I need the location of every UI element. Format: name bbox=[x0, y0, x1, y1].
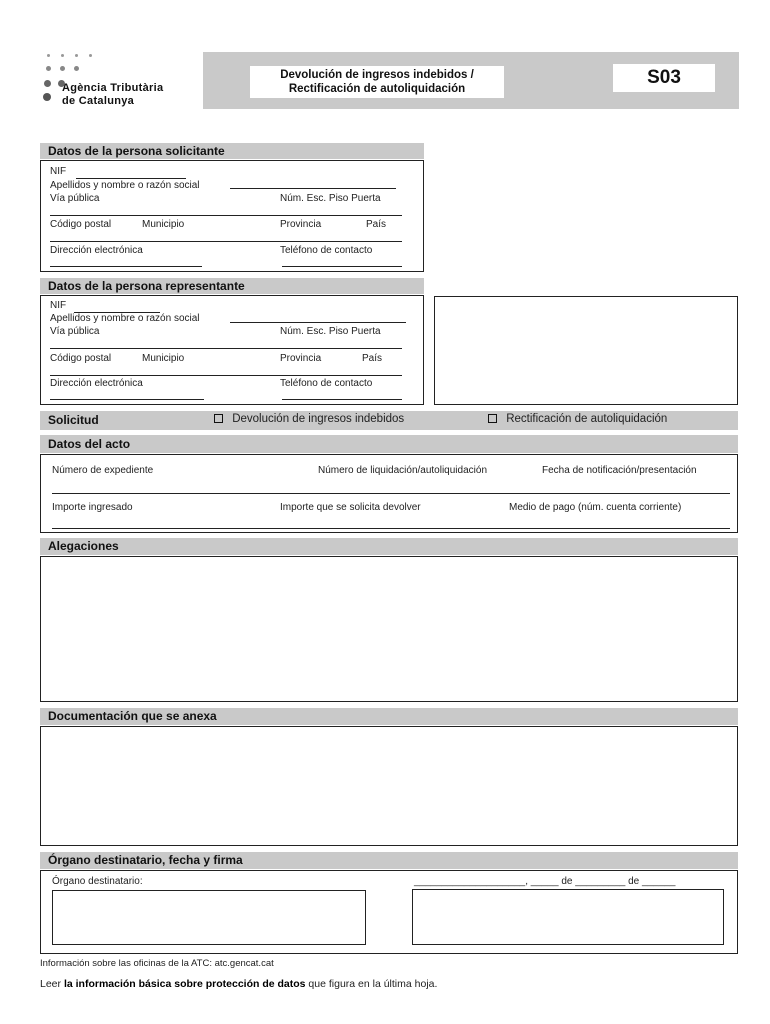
acto-importe-devolver-label: Importe que se solicita devolver bbox=[280, 502, 421, 513]
solicitante-nombre-label: Apellidos y nombre o razón social bbox=[50, 180, 200, 191]
footer-info: Información sobre las oficinas de la ATC: atc.gencat.cat bbox=[40, 958, 274, 969]
solicitante-cp-label: Código postal bbox=[50, 219, 112, 230]
solicitante-num-label: Núm. Esc. Piso Puerta bbox=[280, 193, 381, 204]
option-devolucion-label: Devolución de ingresos indebidos bbox=[232, 413, 405, 425]
option-devolucion[interactable] bbox=[214, 413, 404, 425]
data-protection-link[interactable]: la información básica sobre protección de datos bbox=[63, 978, 306, 990]
representante-municipio-label: Municipio bbox=[142, 353, 185, 364]
organo-label: Órgano destinatario: bbox=[52, 876, 143, 887]
form-code: S03 bbox=[613, 64, 715, 92]
solicitante-nif-field[interactable] bbox=[76, 178, 186, 179]
section-solicitud-heading: Solicitud bbox=[48, 413, 99, 427]
solicitante-municipio-label: Municipio bbox=[142, 219, 185, 230]
solicitante-nombre-field[interactable] bbox=[230, 188, 396, 189]
section-alegaciones-heading: Alegaciones bbox=[40, 538, 738, 555]
form-title bbox=[250, 66, 504, 98]
representante-telefono-field[interactable] bbox=[282, 399, 402, 400]
representante-pais-label: País bbox=[362, 353, 383, 364]
section-representante-heading: Datos de la persona representante bbox=[40, 278, 424, 294]
form-title-line1: Devolución de ingresos indebidos / bbox=[280, 69, 474, 81]
representante-stamp-box[interactable] bbox=[434, 296, 738, 405]
representante-cp-label: Código postal bbox=[50, 353, 112, 364]
option-rectificacion[interactable] bbox=[488, 413, 667, 425]
section-documentacion-heading: Documentación que se anexa bbox=[40, 708, 738, 725]
representante-nombre-label: Apellidos y nombre o razón social bbox=[50, 313, 200, 324]
acto-expediente-label: Número de expediente bbox=[52, 465, 154, 476]
org-name-line2: de Catalunya bbox=[62, 95, 135, 107]
representante-telefono-label: Teléfono de contacto bbox=[280, 378, 373, 389]
section-acto-heading: Datos del acto bbox=[40, 435, 738, 453]
acto-row1-field[interactable] bbox=[52, 493, 730, 494]
representante-email-label: Dirección electrónica bbox=[50, 378, 143, 389]
form-title-line2: Rectificación de autoliquidación bbox=[288, 83, 466, 95]
signature-box[interactable] bbox=[412, 889, 724, 945]
footer-data-protection bbox=[40, 978, 437, 990]
option-rectificacion-label: Rectificación de autoliquidación bbox=[506, 413, 668, 425]
solicitante-provincia-label: Provincia bbox=[280, 219, 322, 230]
solicitante-email-label: Dirección electrónica bbox=[50, 245, 143, 256]
section-organo-heading: Órgano destinatario, fecha y firma bbox=[40, 852, 738, 869]
representante-via-field[interactable] bbox=[50, 348, 402, 349]
solicitante-cp-field[interactable] bbox=[50, 241, 402, 242]
representante-provincia-label: Provincia bbox=[280, 353, 322, 364]
footer-read-pre: Leer bbox=[40, 978, 64, 990]
solicitante-via-field[interactable] bbox=[50, 215, 402, 216]
org-name-line1: Agència Tributària bbox=[62, 82, 164, 94]
acto-row2-field[interactable] bbox=[52, 528, 730, 529]
solicitante-telefono-field[interactable] bbox=[282, 266, 402, 267]
section-solicitante-heading: Datos de la persona solicitante bbox=[40, 143, 424, 159]
acto-liquidacion-label: Número de liquidación/autoliquidación bbox=[318, 465, 487, 476]
organo-destinatario-field[interactable] bbox=[52, 890, 366, 945]
acto-importe-ingresado-label: Importe ingresado bbox=[52, 502, 133, 513]
representante-nombre-field[interactable] bbox=[230, 322, 406, 323]
representante-email-field[interactable] bbox=[50, 399, 204, 400]
representante-cp-field[interactable] bbox=[50, 375, 402, 376]
representante-num-label: Núm. Esc. Piso Puerta bbox=[280, 326, 381, 337]
representante-via-label: Vía pública bbox=[50, 326, 100, 337]
representante-nif-label: NIF bbox=[50, 300, 67, 311]
checkbox-rectificacion[interactable] bbox=[488, 414, 497, 423]
checkbox-devolucion[interactable] bbox=[214, 414, 223, 423]
footer-read-post: que figura en la última hoja. bbox=[305, 978, 438, 990]
alegaciones-textarea[interactable] bbox=[40, 556, 738, 702]
organo-date-line[interactable]: ____________________, _____ de _________ de ______ bbox=[414, 876, 676, 887]
solicitante-via-label: Vía pública bbox=[50, 193, 100, 204]
acto-medio-pago-label: Medio de pago (núm. cuenta corriente) bbox=[509, 502, 682, 513]
documentacion-textarea[interactable] bbox=[40, 726, 738, 846]
solicitante-nif-label: NIF bbox=[50, 166, 67, 177]
acto-fecha-label: Fecha de notificación/presentación bbox=[542, 465, 697, 476]
solicitante-telefono-label: Teléfono de contacto bbox=[280, 245, 373, 256]
solicitante-pais-label: País bbox=[366, 219, 387, 230]
solicitante-email-field[interactable] bbox=[50, 266, 202, 267]
